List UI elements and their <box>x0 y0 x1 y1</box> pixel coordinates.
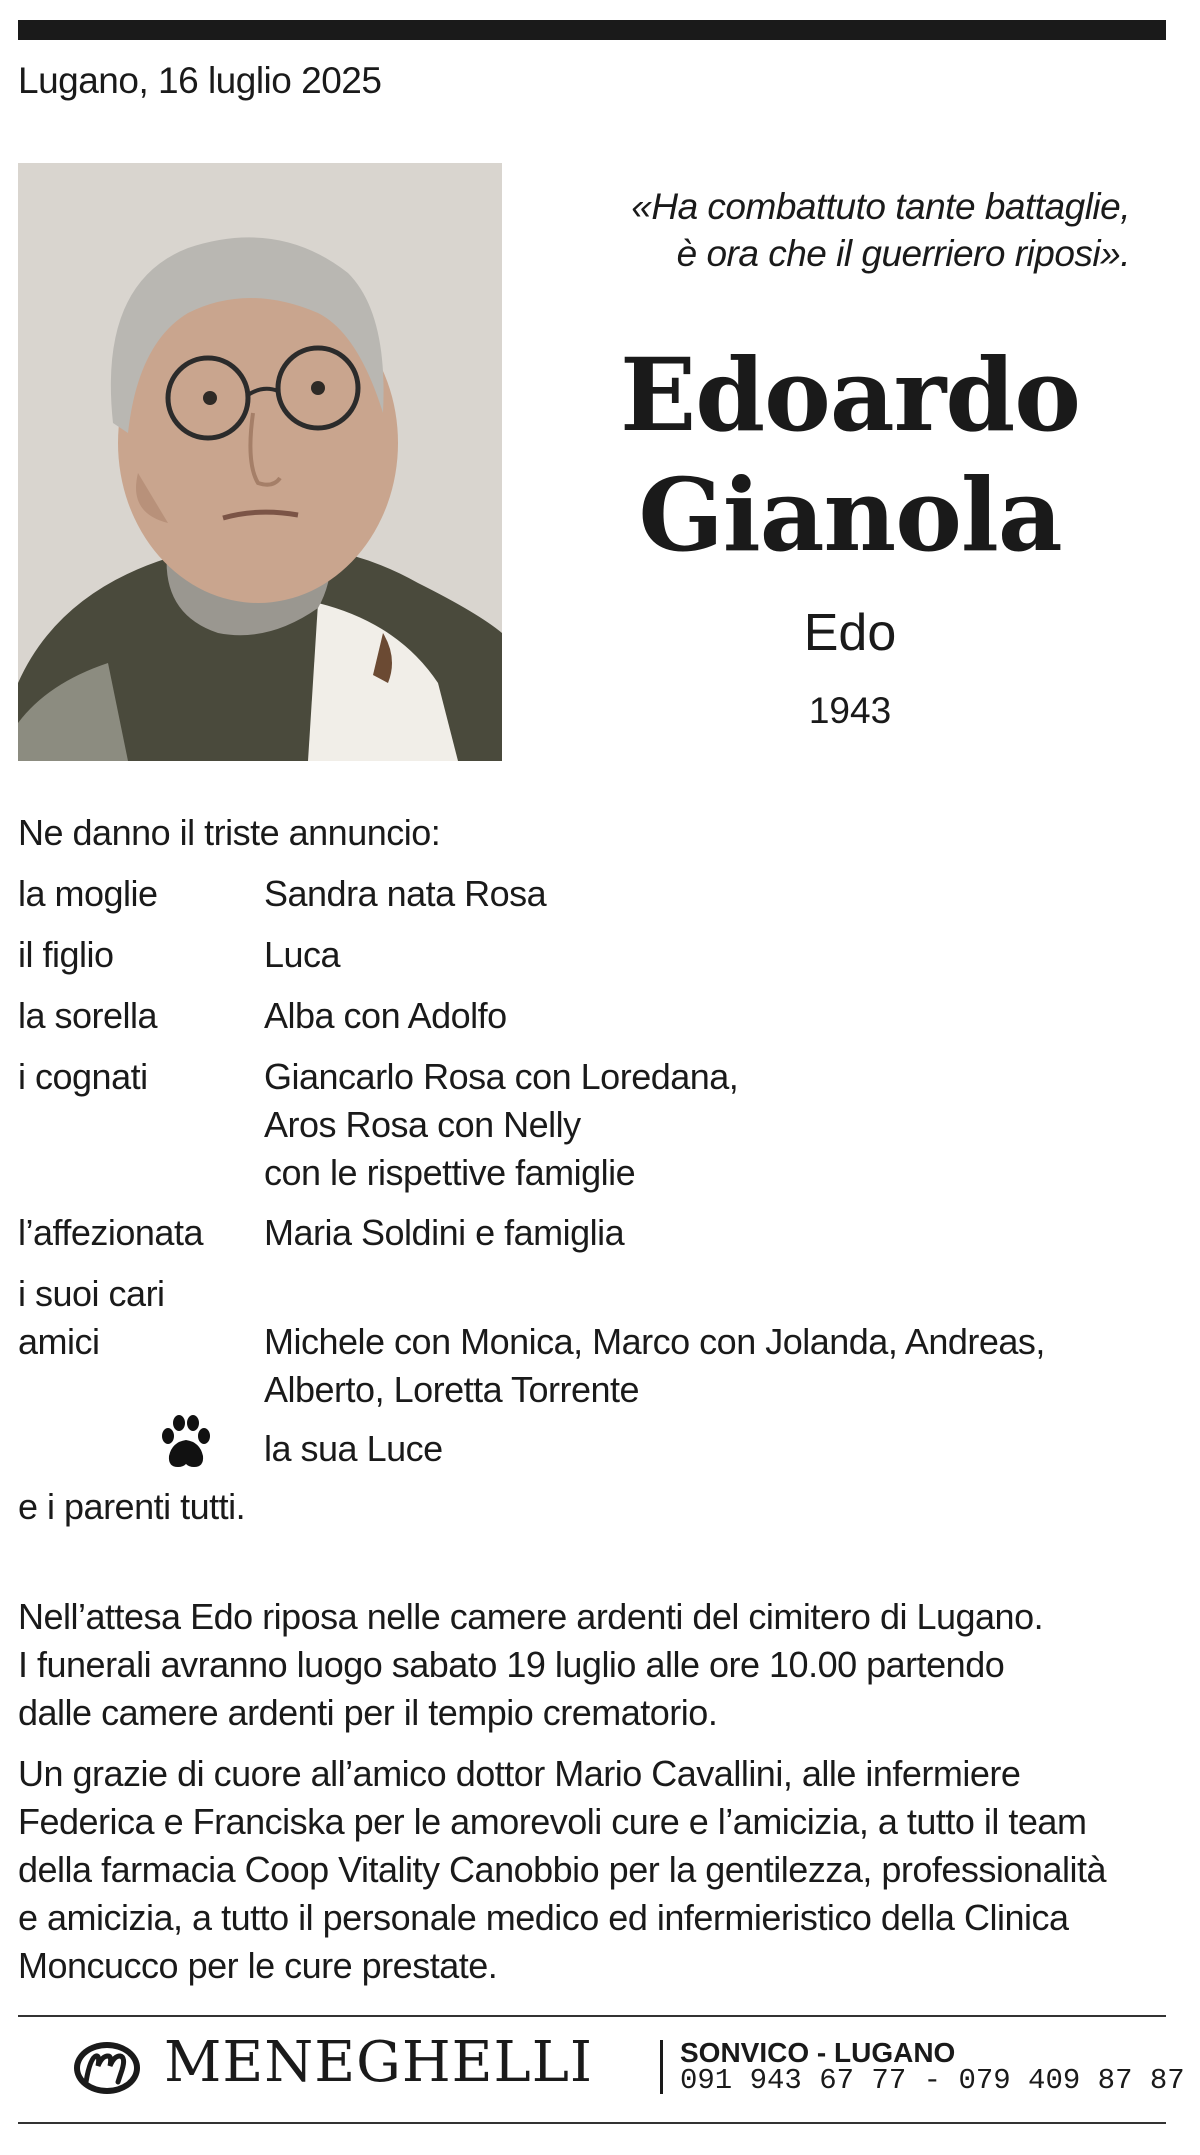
announcement-intro: Ne danno il triste annuncio: <box>18 812 441 853</box>
relation-label: il figlio <box>18 934 114 975</box>
portrait-photo <box>18 163 502 761</box>
meneghelli-logo-icon <box>72 2040 142 2096</box>
relative-name: la sua Luce <box>264 1428 443 1469</box>
paragraph-line: Federica e Franciska per le amorevoli cure e l’amicizia, a tutto il team <box>18 1801 1087 1842</box>
paragraph-line: Nell’attesa Edo riposa nelle camere ardenti del cimitero di Lugano. <box>18 1596 1044 1637</box>
paragraph-line: I funerali avranno luogo sabato 19 luglio alle ore 10.00 partendo <box>18 1644 1005 1685</box>
relation-label: la moglie <box>18 873 158 914</box>
quote-line: è ora che il guerriero riposi». <box>676 233 1130 274</box>
last-name: Gianola <box>638 456 1062 574</box>
paragraph-line: e amicizia, a tutto il personale medico ed infermieristico della Clinica <box>18 1897 1069 1938</box>
relation-names <box>264 1318 1045 1414</box>
relation-names <box>264 931 340 979</box>
relation-label: i cognati <box>18 1056 148 1097</box>
relation-label: la sorella <box>18 995 158 1036</box>
funeral-home-brand: MENEGHELLI <box>164 2030 594 2095</box>
relative-name: Aros Rosa con Nelly <box>264 1104 581 1145</box>
relative-name: Alba con Adolfo <box>264 995 507 1036</box>
footer-bottom-rule <box>18 2122 1166 2124</box>
paragraph-line: della farmacia Coop Vitality Canobbio per la gentilezza, professionalità <box>18 1849 1106 1890</box>
relation-names <box>264 1425 443 1473</box>
quote-line: «Ha combattuto tante battaglie, <box>631 186 1130 227</box>
funeral-details <box>18 1593 1178 1737</box>
relative-name: Giancarlo Rosa con Loredana, <box>264 1056 739 1097</box>
relative-name: Maria Soldini e famiglia <box>264 1212 625 1253</box>
relation-label: i suoi cari <box>18 1273 165 1314</box>
relative-name: Luca <box>264 934 341 975</box>
paw-print-icon <box>158 1412 214 1472</box>
footer-top-rule <box>18 2015 1166 2017</box>
nickname: Edo <box>803 604 897 662</box>
funeral-home-phones: 091 943 67 77 - 079 409 87 87 <box>680 2064 1185 2097</box>
epitaph-quote <box>530 183 1130 277</box>
paragraph-line: Moncucco per le cure prestate. <box>18 1945 498 1986</box>
place-date: Lugano, 16 luglio 2025 <box>18 60 382 101</box>
relation-label: amici <box>18 1321 100 1362</box>
relation-label: l’affezionata <box>18 1212 203 1253</box>
relative-name: Sandra nata Rosa <box>264 873 547 914</box>
top-rule <box>18 20 1166 40</box>
relation-names <box>264 992 507 1040</box>
thanks-paragraph <box>18 1750 1178 1990</box>
funeral-home-location: SONVICO - LUGANO <box>680 2037 956 2068</box>
first-name: Edoardo <box>620 336 1080 454</box>
relative-name: Michele con Monica, Marco con Jolanda, Andreas, <box>264 1321 1045 1362</box>
relative-name: con le rispettive famiglie <box>264 1152 636 1193</box>
portrait-illustration <box>18 163 502 761</box>
paragraph-line: dalle camere ardenti per il tempio crematorio. <box>18 1692 718 1733</box>
relative-name: Alberto, Loretta Torrente <box>264 1369 640 1410</box>
birth-year: 1943 <box>808 690 892 731</box>
relation-names <box>264 1053 738 1197</box>
announcement-closing: e i parenti tutti. <box>18 1486 246 1527</box>
relation-names <box>264 870 546 918</box>
paragraph-line: Un grazie di cuore all’amico dottor Mario Cavallini, alle infermiere <box>18 1753 1021 1794</box>
footer-divider <box>660 2040 663 2094</box>
relation-names <box>264 1209 624 1257</box>
